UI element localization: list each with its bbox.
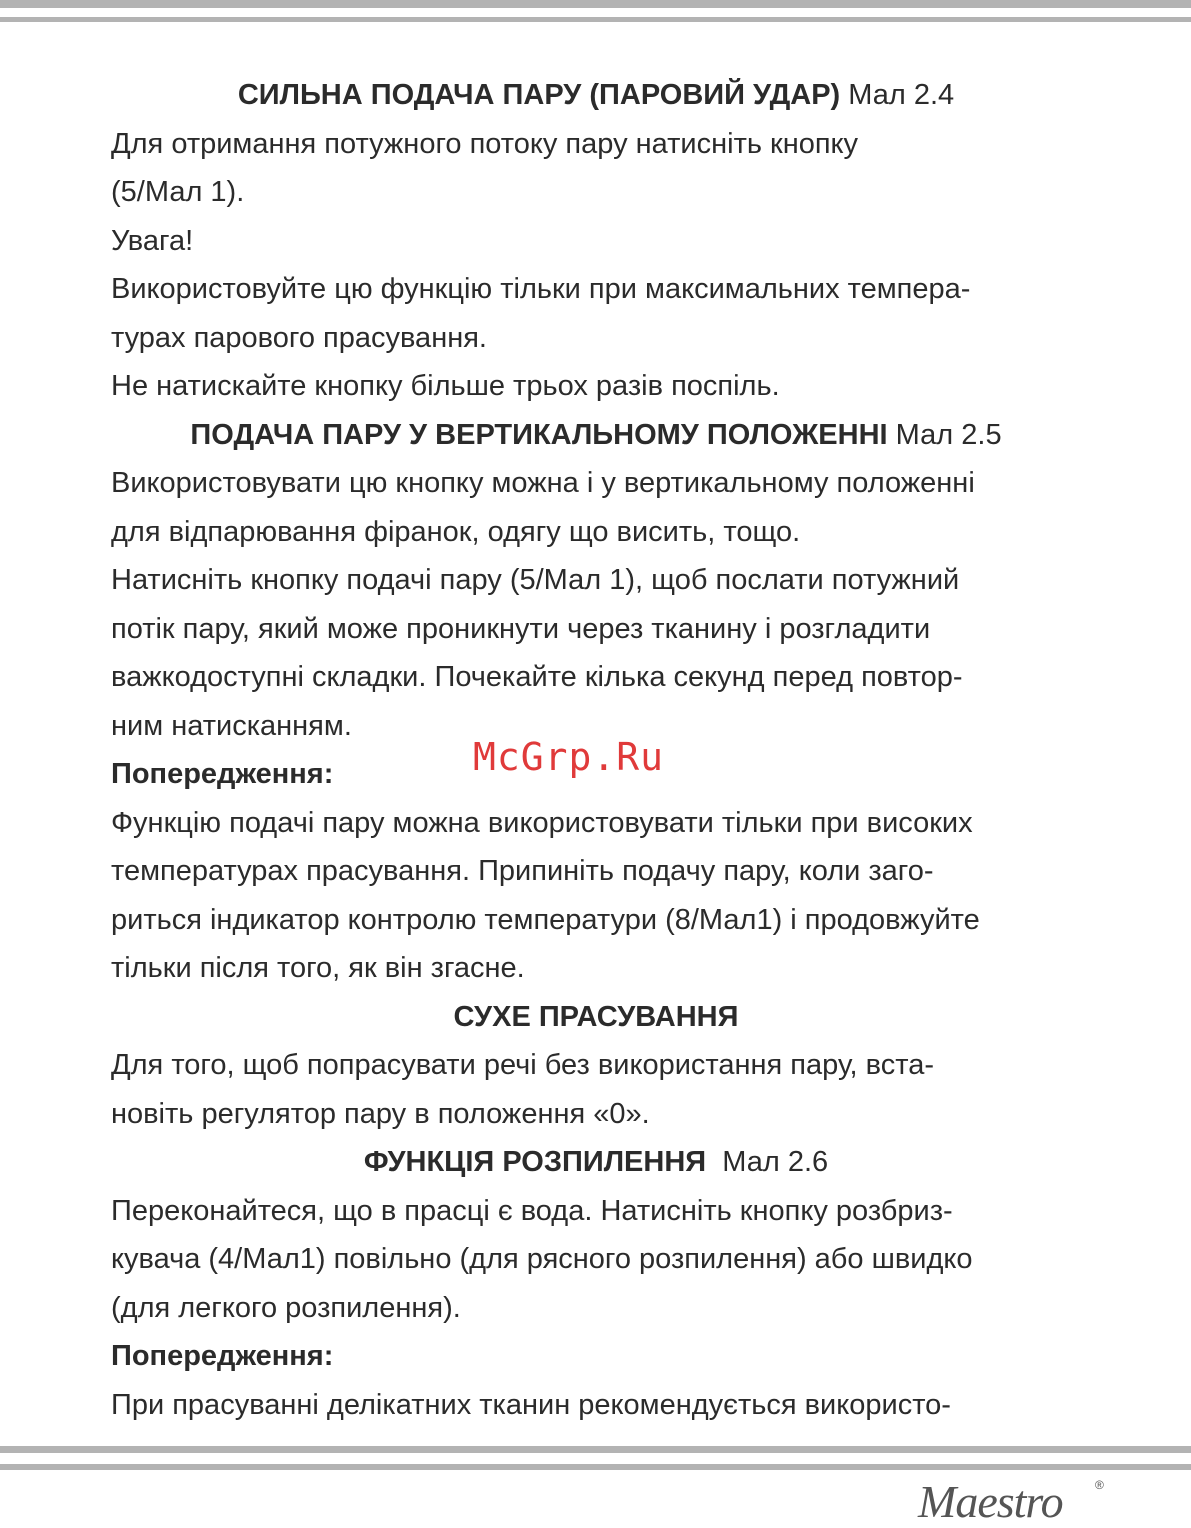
paragraph-line: Використовувати цю кнопку можна і у вертикальному положенні xyxy=(111,467,975,499)
warning-label: Попередження: xyxy=(111,758,334,790)
brand-logo: Maestro xyxy=(918,1476,1063,1527)
paragraph-line: для відпарювання фіранок, одягу що висить, тощо. xyxy=(111,515,801,548)
warning-label: Попередження: xyxy=(111,1340,334,1372)
paragraph-line: температурах прасування. Припиніть подачу пару, коли заго- xyxy=(111,855,934,887)
paragraph-line: При прасуванні делікатних тканин рекомендується використо- xyxy=(111,1388,951,1421)
paragraph-line: Для отримання потужного потоку пару натисніть кнопку xyxy=(111,127,859,160)
heading-title: ФУНКЦІЯ РОЗПИЛЕННЯ xyxy=(363,1146,707,1178)
paragraph-line: Для того, щоб попрасувати речі без використання пару, вста- xyxy=(111,1049,934,1081)
paragraph-line: важкодоступні складки. Почекайте кілька секунд перед повтор- xyxy=(111,661,963,693)
top-rule-thin xyxy=(0,17,1191,22)
bottom-rule-thin xyxy=(0,1464,1191,1470)
bottom-rule xyxy=(0,1446,1191,1453)
paragraph-line: Не натискайте кнопку більше трьох разів поспіль. xyxy=(111,370,780,402)
paragraph-line: турах парового прасування. xyxy=(111,321,487,354)
top-rule xyxy=(0,0,1191,8)
paragraph-line: риться індикатор контролю температури (8/Мал1) і продовжуйте xyxy=(111,903,980,936)
paragraph-line: кувача (4/Мал1) повільно (для рясного розпилення) або швидко xyxy=(111,1243,973,1275)
paragraph-line: ним натисканням. xyxy=(111,709,352,742)
heading-vertical-steam xyxy=(111,411,1081,460)
paragraph-line: новіть регулятор пару в положення «0». xyxy=(111,1097,650,1130)
heading-dry-ironing: СУХЕ ПРАСУВАННЯ xyxy=(453,1000,739,1033)
registered-mark: ® xyxy=(1095,1478,1104,1492)
paragraph-line: Використовуйте цю функцію тільки при максимальних темпера- xyxy=(111,273,971,305)
paragraph-line: Функцію подачі пару можна використовувати тільки при високих xyxy=(111,806,973,839)
heading-figure-ref: Мал 2.4 xyxy=(840,79,955,111)
paragraph-line: (для легкого розпилення). xyxy=(111,1291,461,1324)
paragraph-line: Увага! xyxy=(111,224,194,257)
paragraph-line: Переконайтеся, що в прасці є вода. Натисніть кнопку розбриз- xyxy=(111,1194,953,1227)
heading-title: СИЛЬНА ПОДАЧА ПАРУ (ПАРОВИЙ УДАР) xyxy=(237,79,841,111)
paragraph-line: потік пару, який може проникнути через тканину і розгладити xyxy=(111,612,931,645)
heading-figure-ref: Мал 2.5 xyxy=(887,418,1002,451)
heading-title: ПОДАЧА ПАРУ У ВЕРТИКАЛЬНОМУ ПОЛОЖЕННІ xyxy=(190,418,888,451)
paragraph-line: тільки після того, як він згасне. xyxy=(111,952,525,984)
heading-spray-function xyxy=(111,1138,1081,1187)
paragraph-line: Натисніть кнопку подачі пару (5/Мал 1), щоб послати потужний xyxy=(111,564,960,596)
heading-steam-burst xyxy=(111,71,1081,120)
watermark: McGrp.Ru xyxy=(473,735,665,779)
heading-figure-ref: Мал 2.6 xyxy=(706,1146,829,1178)
paragraph-line: (5/Мал 1). xyxy=(111,176,245,208)
